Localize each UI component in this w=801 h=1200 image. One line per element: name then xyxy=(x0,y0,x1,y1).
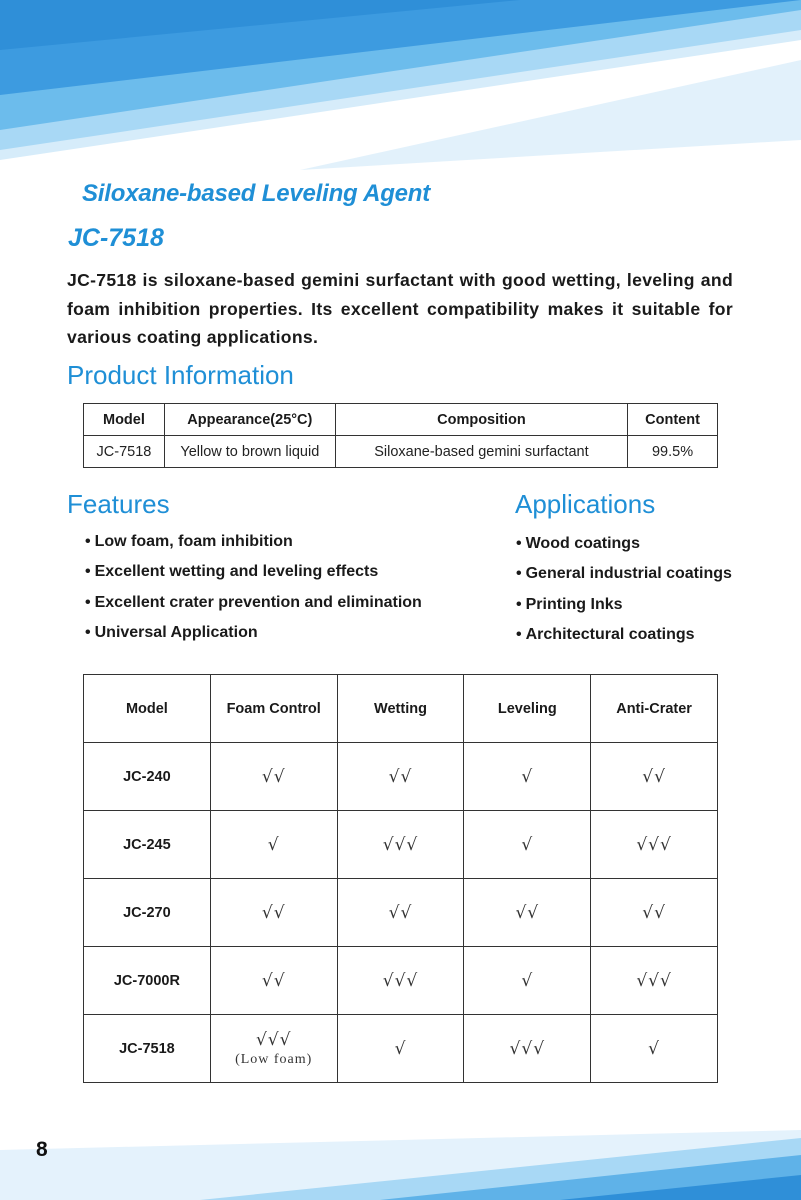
table-row xyxy=(84,879,718,947)
product-information-table xyxy=(83,403,718,468)
column-header: Anti-Crater xyxy=(591,675,718,743)
table-cell: JC-7518 xyxy=(84,436,165,468)
list-item: • Printing Inks xyxy=(516,590,732,620)
leveling-rating: √ xyxy=(464,743,591,811)
table-header-row xyxy=(84,404,718,436)
model-cell: JC-270 xyxy=(84,879,211,947)
leveling-rating: √ xyxy=(464,811,591,879)
table-row xyxy=(84,436,718,468)
foam-control-rating: √√ xyxy=(210,743,337,811)
performance-comparison-table xyxy=(83,674,718,1083)
anti-crater-rating: √√√ xyxy=(591,811,718,879)
column-header: Model xyxy=(84,675,211,743)
list-item: • General industrial coatings xyxy=(516,559,732,589)
leveling-rating: √ xyxy=(464,947,591,1015)
leveling-rating: √√ xyxy=(464,879,591,947)
list-item: • Architectural coatings xyxy=(516,620,732,650)
foam-control-rating-cell xyxy=(210,1015,337,1083)
product-information-heading: Product Information xyxy=(67,360,294,390)
wetting-rating: √√√ xyxy=(337,947,464,1015)
list-item: • Excellent crater prevention and elimination xyxy=(85,588,422,618)
features-heading: Features xyxy=(67,489,170,519)
intro-paragraph: JC-7518 is siloxane-based gemini surfactant with good wetting, leveling and foam inhibition properties. Its excellent compatibility makes it suitable for various coating applications. xyxy=(67,270,733,347)
column-header: Content xyxy=(628,404,718,436)
column-header: Foam Control xyxy=(210,675,337,743)
table-cell: Siloxane-based gemini surfactant xyxy=(335,436,627,468)
list-item: • Low foam, foam inhibition xyxy=(85,527,422,557)
anti-crater-rating: √√√ xyxy=(591,947,718,1015)
foam-control-rating: √√√ xyxy=(255,1029,292,1050)
foam-control-rating: √ xyxy=(210,811,337,879)
low-foam-note: (Low foam) xyxy=(235,1051,313,1067)
table-cell: 99.5% xyxy=(628,436,718,468)
column-header: Leveling xyxy=(464,675,591,743)
table-row xyxy=(84,743,718,811)
product-code-title: JC-7518 xyxy=(68,224,164,252)
applications-heading: Applications xyxy=(515,489,656,519)
table-row xyxy=(84,811,718,879)
product-subtitle: Siloxane-based Leveling Agent xyxy=(82,180,431,207)
list-item: • Universal Application xyxy=(85,618,422,648)
table-cell: Yellow to brown liquid xyxy=(164,436,335,468)
table-row xyxy=(84,1015,718,1083)
applications-list xyxy=(516,529,732,650)
list-item: • Excellent wetting and leveling effects xyxy=(85,557,422,587)
table-header-row xyxy=(84,675,718,743)
model-cell: JC-7000R xyxy=(84,947,211,1015)
page-number: 8 xyxy=(36,1138,48,1161)
column-header: Appearance(25°C) xyxy=(164,404,335,436)
anti-crater-rating: √√ xyxy=(591,879,718,947)
foam-control-rating: √√ xyxy=(210,947,337,1015)
wetting-rating: √√ xyxy=(337,879,464,947)
anti-crater-rating: √ xyxy=(591,1015,718,1083)
footer-wave-band xyxy=(0,1130,801,1200)
column-header: Model xyxy=(84,404,165,436)
wetting-rating: √√√ xyxy=(337,811,464,879)
foam-control-rating: √√ xyxy=(210,879,337,947)
model-cell: JC-245 xyxy=(84,811,211,879)
features-list xyxy=(85,527,422,648)
wetting-rating: √ xyxy=(337,1015,464,1083)
wetting-rating: √√ xyxy=(337,743,464,811)
model-cell: JC-240 xyxy=(84,743,211,811)
leveling-rating: √√√ xyxy=(464,1015,591,1083)
anti-crater-rating: √√ xyxy=(591,743,718,811)
header-wave-band xyxy=(0,0,801,170)
model-cell: JC-7518 xyxy=(84,1015,211,1083)
column-header: Wetting xyxy=(337,675,464,743)
list-item: • Wood coatings xyxy=(516,529,732,559)
column-header: Composition xyxy=(335,404,627,436)
table-row xyxy=(84,947,718,1015)
